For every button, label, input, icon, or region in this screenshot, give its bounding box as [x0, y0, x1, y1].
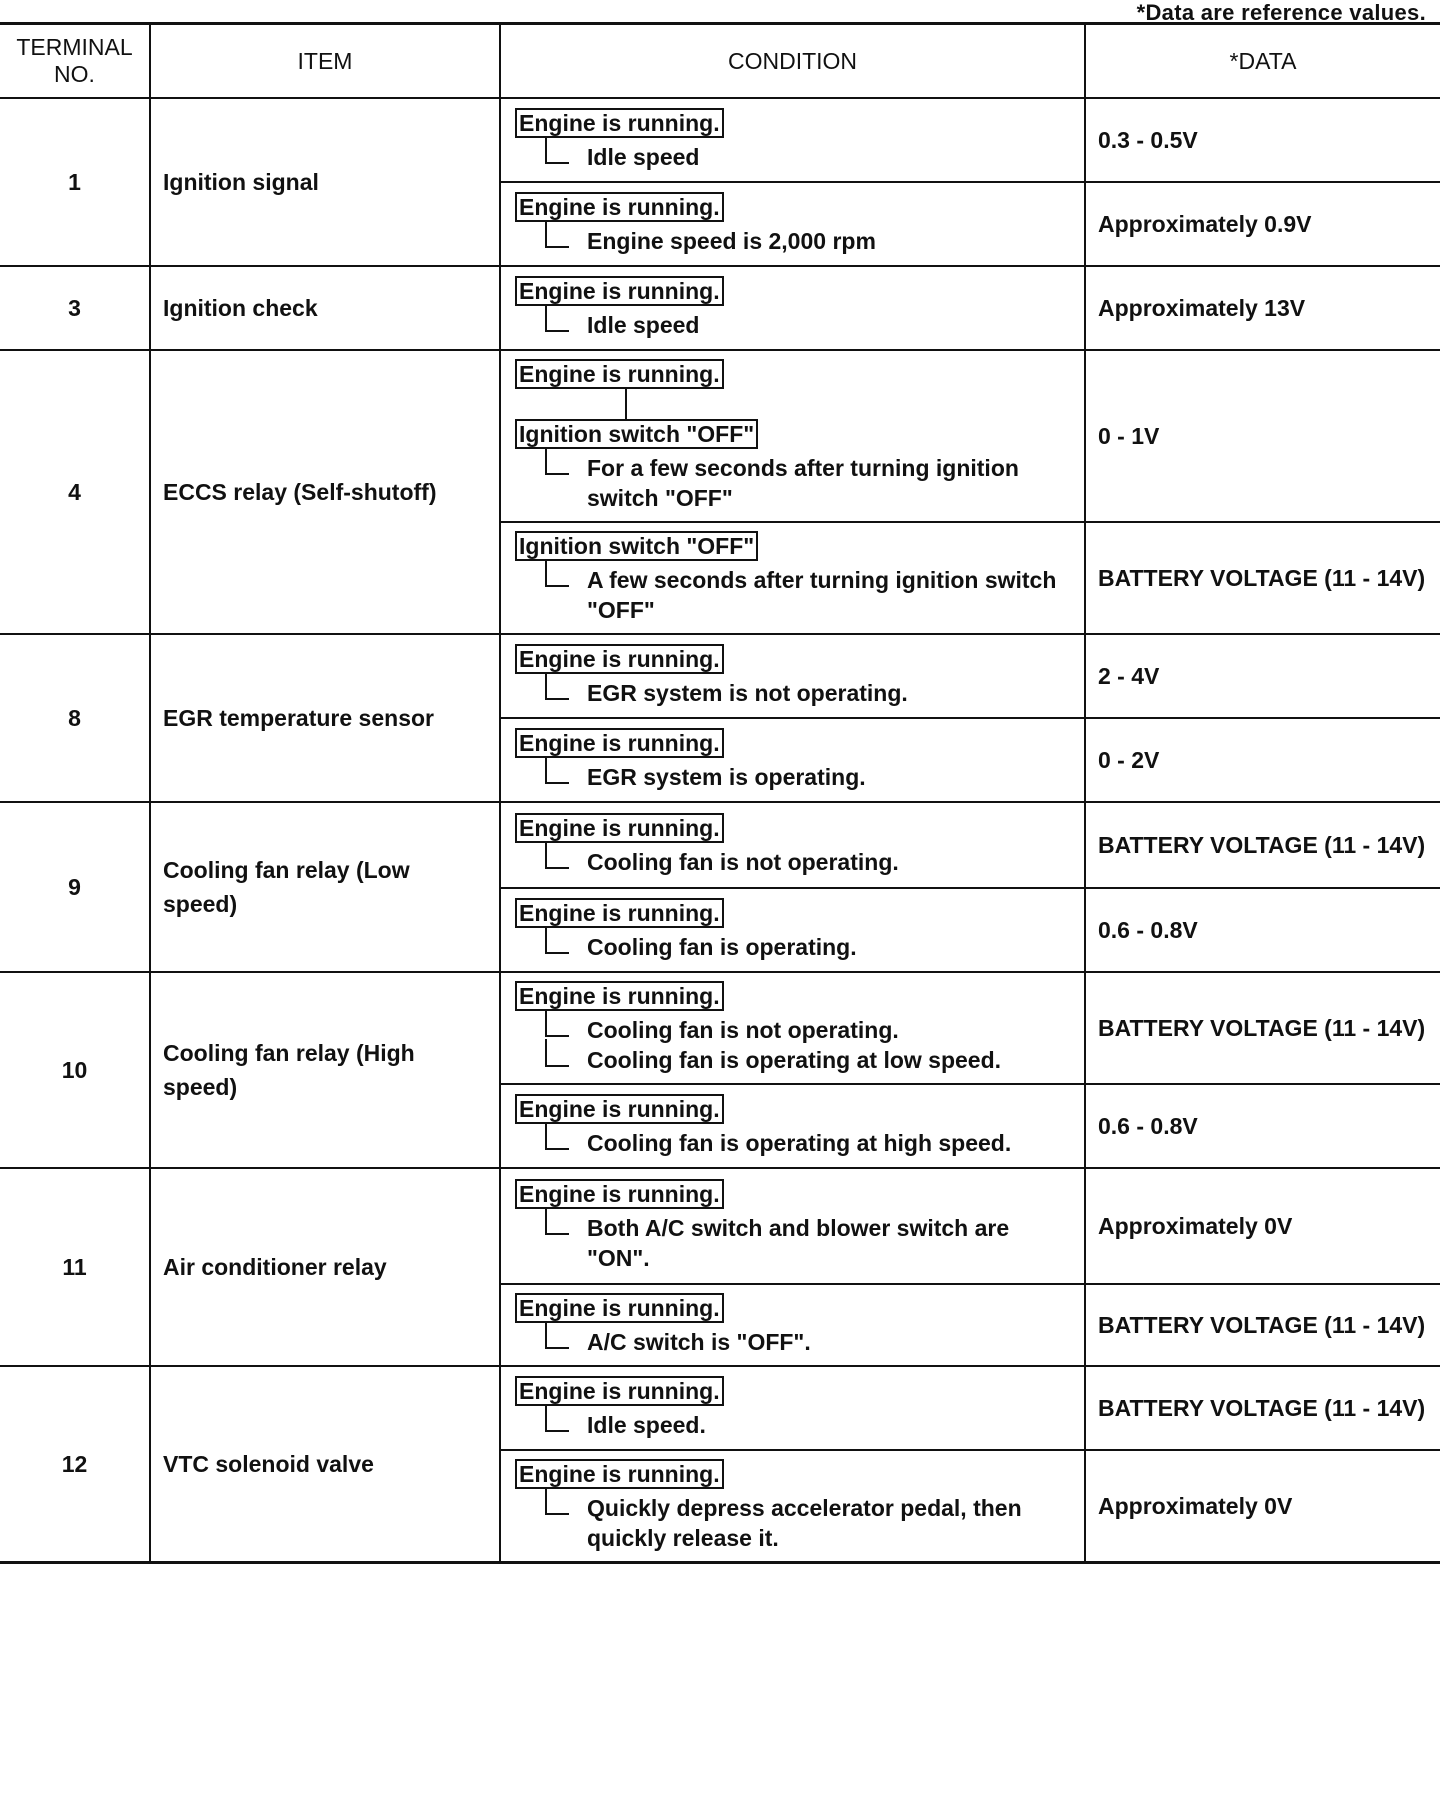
substep-text: Cooling fan is operating. [587, 934, 857, 960]
condition-box: Engine is running. [515, 981, 724, 1011]
table-header-row [0, 24, 1440, 99]
substep-text: Cooling fan is not operating. [587, 1017, 899, 1043]
terminal-number: 3 [0, 266, 150, 350]
item-name: Ignition signal [150, 98, 500, 266]
condition-substep [545, 932, 1070, 962]
condition-substeps [545, 1128, 1070, 1158]
table-body [0, 98, 1440, 1563]
header-data: *DATA [1085, 24, 1440, 99]
item-name: Cooling fan relay (Low speed) [150, 802, 500, 972]
condition-cell [500, 718, 1085, 802]
bracket-icon [545, 1404, 569, 1432]
condition-cell [500, 888, 1085, 972]
item-name: EGR temperature sensor [150, 634, 500, 802]
condition-cell [500, 522, 1085, 634]
data-value: 0.3 - 0.5V [1085, 98, 1440, 182]
connector-line [625, 389, 627, 419]
condition-substep [545, 1128, 1070, 1158]
condition-substep [545, 1410, 1070, 1440]
substep-text: Idle speed [587, 144, 700, 170]
terminal-number: 1 [0, 98, 150, 266]
bracket-icon [545, 1039, 569, 1067]
condition-cell [500, 1284, 1085, 1366]
table-row [0, 634, 1440, 718]
bracket-icon [545, 1207, 569, 1235]
condition-substep [545, 762, 1070, 792]
condition-box: Engine is running. [515, 813, 724, 843]
terminal-number: 9 [0, 802, 150, 972]
condition-substeps [545, 226, 1070, 256]
data-value: 0 - 1V [1085, 350, 1440, 522]
condition-substep [545, 453, 1070, 513]
bracket-icon [545, 1487, 569, 1515]
condition-substep [545, 565, 1070, 625]
bracket-icon [545, 447, 569, 475]
condition-box: Engine is running. [515, 1094, 724, 1124]
data-value: 0.6 - 0.8V [1085, 1084, 1440, 1168]
bracket-icon [545, 559, 569, 587]
table-row [0, 266, 1440, 350]
condition-box: Engine is running. [515, 1293, 724, 1323]
condition-substep [545, 310, 1070, 340]
condition-box: Engine is running. [515, 644, 724, 674]
substep-text: Engine speed is 2,000 rpm [587, 228, 876, 254]
data-value: BATTERY VOLTAGE (11 - 14V) [1085, 522, 1440, 634]
item-name: Cooling fan relay (High speed) [150, 972, 500, 1168]
condition-box: Engine is running. [515, 898, 724, 928]
condition-cell [500, 1168, 1085, 1284]
data-value: Approximately 13V [1085, 266, 1440, 350]
bracket-icon [545, 220, 569, 248]
data-value: 2 - 4V [1085, 634, 1440, 718]
condition-box-secondary: Ignition switch "OFF" [515, 419, 758, 449]
item-name: Ignition check [150, 266, 500, 350]
condition-cell [500, 972, 1085, 1084]
substep-text: Idle speed. [587, 1412, 706, 1438]
condition-cell [500, 1084, 1085, 1168]
data-value: BATTERY VOLTAGE (11 - 14V) [1085, 972, 1440, 1084]
condition-box: Engine is running. [515, 1376, 724, 1406]
condition-substep [545, 1045, 1070, 1075]
data-value: BATTERY VOLTAGE (11 - 14V) [1085, 1284, 1440, 1366]
bracket-icon [545, 1122, 569, 1150]
condition-substeps [545, 1493, 1070, 1553]
bracket-icon [545, 672, 569, 700]
condition-substep [545, 1327, 1070, 1357]
terminal-number: 12 [0, 1366, 150, 1563]
condition-substep [545, 226, 1070, 256]
header-terminal: TERMINAL NO. [0, 24, 150, 99]
condition-box: Engine is running. [515, 1459, 724, 1489]
condition-substeps [545, 1015, 1070, 1075]
condition-cell [500, 802, 1085, 888]
terminal-data-table [0, 22, 1440, 1564]
data-value: 0 - 2V [1085, 718, 1440, 802]
condition-box: Engine is running. [515, 359, 724, 389]
terminal-number: 4 [0, 350, 150, 634]
condition-substeps [545, 847, 1070, 877]
condition-substeps [545, 1213, 1070, 1273]
condition-cell [500, 350, 1085, 522]
terminal-number: 8 [0, 634, 150, 802]
substep-text: Cooling fan is not operating. [587, 849, 899, 875]
condition-box: Engine is running. [515, 108, 724, 138]
data-value: Approximately 0.9V [1085, 182, 1440, 266]
condition-substeps [545, 1410, 1070, 1440]
substep-text: For a few seconds after turning ignition switch "OFF" [587, 455, 1019, 511]
condition-substeps [545, 453, 1070, 513]
condition-substep [545, 142, 1070, 172]
table-row [0, 350, 1440, 522]
condition-substep [545, 678, 1070, 708]
item-name: ECCS relay (Self-shutoff) [150, 350, 500, 634]
data-value: 0.6 - 0.8V [1085, 888, 1440, 972]
condition-substeps [545, 762, 1070, 792]
condition-substep [545, 1213, 1070, 1273]
terminal-number: 10 [0, 972, 150, 1168]
table-row [0, 1366, 1440, 1450]
condition-substeps [545, 1327, 1070, 1357]
condition-cell [500, 1450, 1085, 1563]
substep-text: Quickly depress accelerator pedal, then quickly release it. [587, 1495, 1022, 1551]
condition-cell [500, 182, 1085, 266]
condition-substeps [545, 310, 1070, 340]
item-name: Air conditioner relay [150, 1168, 500, 1366]
bracket-icon [545, 136, 569, 164]
bracket-icon [545, 1009, 569, 1037]
substep-text: Cooling fan is operating at low speed. [587, 1047, 1002, 1073]
substep-text: EGR system is not operating. [587, 680, 908, 706]
terminal-number: 11 [0, 1168, 150, 1366]
condition-box: Engine is running. [515, 1179, 724, 1209]
bracket-icon [545, 926, 569, 954]
condition-substeps [545, 142, 1070, 172]
reference-note: *Data are reference values. [1136, 0, 1426, 25]
condition-box: Engine is running. [515, 192, 724, 222]
condition-substep [545, 847, 1070, 877]
table-row [0, 1168, 1440, 1284]
data-value: BATTERY VOLTAGE (11 - 14V) [1085, 1366, 1440, 1450]
substep-text: Idle speed [587, 312, 700, 338]
data-value: BATTERY VOLTAGE (11 - 14V) [1085, 802, 1440, 888]
substep-text: Cooling fan is operating at high speed. [587, 1130, 1012, 1156]
substep-text: EGR system is operating. [587, 764, 866, 790]
table-row [0, 802, 1440, 888]
header-condition: CONDITION [500, 24, 1085, 99]
item-name: VTC solenoid valve [150, 1366, 500, 1563]
table-row [0, 98, 1440, 182]
condition-cell [500, 1366, 1085, 1450]
condition-substeps [545, 565, 1070, 625]
condition-cell [500, 634, 1085, 718]
data-value: Approximately 0V [1085, 1168, 1440, 1284]
header-item: ITEM [150, 24, 500, 99]
substep-text: A few seconds after turning ignition switch "OFF" [587, 567, 1057, 623]
substep-text: Both A/C switch and blower switch are "ON". [587, 1215, 1010, 1271]
bracket-icon [545, 1321, 569, 1349]
substep-text: A/C switch is "OFF". [587, 1329, 811, 1355]
bracket-icon [545, 304, 569, 332]
condition-cell [500, 266, 1085, 350]
table-row [0, 972, 1440, 1084]
condition-substep [545, 1015, 1070, 1045]
condition-box: Engine is running. [515, 728, 724, 758]
condition-cell [500, 98, 1085, 182]
data-value: Approximately 0V [1085, 1450, 1440, 1563]
bracket-icon [545, 756, 569, 784]
bracket-icon [545, 841, 569, 869]
condition-box: Engine is running. [515, 276, 724, 306]
condition-substeps [545, 932, 1070, 962]
condition-substeps [545, 678, 1070, 708]
condition-substep [545, 1493, 1070, 1553]
condition-box: Ignition switch "OFF" [515, 531, 758, 561]
